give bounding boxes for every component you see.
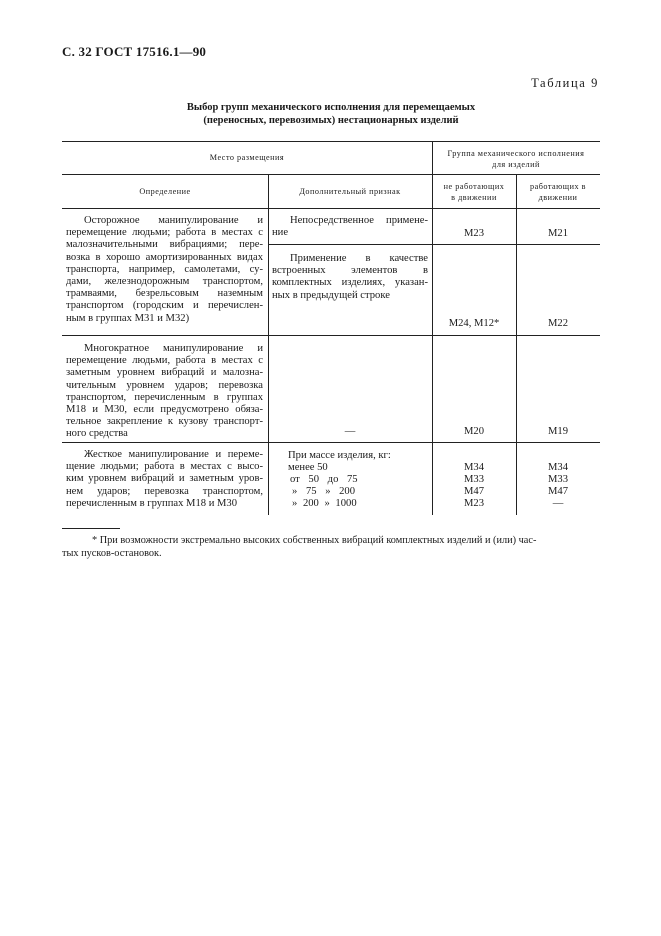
row1-def-line: возка в хорошо амортизированных видах xyxy=(66,251,263,263)
row2-def-line: ного средства xyxy=(66,428,128,440)
col-divider-1 xyxy=(268,174,269,515)
row1-split-rule xyxy=(268,244,600,245)
header-group xyxy=(432,149,600,170)
row3-def-line: ким уровнем вибраций и заметным уров- xyxy=(66,473,263,485)
row1b-not-moving: М24, М12* xyxy=(448,318,500,329)
page-header: С. 32 ГОСТ 17516.1—90 xyxy=(62,44,207,59)
row3-def-line: перечисленным в группах М18 и М30 xyxy=(66,497,238,509)
header-additional: Дополнительный признак xyxy=(299,187,401,196)
row2-def-line: Многократное манипулирование и xyxy=(84,343,263,354)
mass-not-moving: М47 xyxy=(463,486,484,497)
row1a-not-moving: М23 xyxy=(463,228,484,239)
header-not-moving-line-2: в движении xyxy=(451,192,497,202)
row1-def-line: трамваями, безрельсовым наземным xyxy=(66,288,263,300)
row1b-feature-line: Применение в качестве xyxy=(290,253,428,264)
footnote-rule xyxy=(62,528,120,529)
row3-def-line: нем ударов; перевозка транспортом, xyxy=(66,485,263,497)
header-mid-rule xyxy=(62,174,600,175)
row1-def-line: транспорта, например, самолетами, су- xyxy=(66,263,263,275)
header-not-moving xyxy=(432,182,516,203)
mass-range: » 200 » 1000 xyxy=(292,498,357,509)
mass-range: » 75 » 200 xyxy=(292,486,356,497)
header-group-line-1: Группа механического исполнения xyxy=(447,149,585,158)
mass-not-moving: М23 xyxy=(463,498,484,509)
row1a-feature xyxy=(272,215,428,239)
row1a-feature-line: Непосредственное примене- xyxy=(290,215,428,226)
header-location: Место размещения xyxy=(209,153,285,162)
row2-not-moving: М20 xyxy=(463,426,484,437)
row1-definition xyxy=(66,215,263,325)
table-title-line-2: (переносных, перевозимых) нестационарных изделий xyxy=(203,115,459,126)
row2-moving: М19 xyxy=(547,426,568,437)
mass-not-moving: М34 xyxy=(463,462,484,473)
row1-def-line: перемещение людьми; работа в местах с xyxy=(66,227,263,239)
header-bottom-rule xyxy=(62,208,600,209)
row1b-feature-line: встроенных элементов в xyxy=(272,265,428,277)
row1-def-line: ным в группах М31 и М32) xyxy=(66,312,190,324)
row1b-feature xyxy=(272,253,428,302)
row2-def-line: М18 и М30, если предусмотрено обяза- xyxy=(66,403,263,415)
row2-feature: — xyxy=(344,426,356,437)
row1a-feature-line: ние xyxy=(272,227,289,239)
row2-def-line: транспортом, перечисленным в группах xyxy=(66,391,263,403)
row2-definition xyxy=(66,343,263,441)
mass-moving: М47 xyxy=(547,486,568,497)
row2-bottom-rule xyxy=(62,442,600,443)
header-not-moving-line-1: не работающих xyxy=(443,182,505,191)
row1b-feature-line: комплектных изделиях, указан- xyxy=(272,277,428,289)
header-moving xyxy=(516,182,600,203)
row2-def-line: тельное закрепление к кузову транспорт- xyxy=(66,416,263,428)
mass-moving: М34 xyxy=(547,462,568,473)
table-label: Таблица 9 xyxy=(531,76,599,90)
header-definition: Определение xyxy=(139,187,191,196)
mass-range: менее 50 xyxy=(288,462,328,473)
row2-def-line: перемещение людьми, работа в местах с xyxy=(66,355,263,367)
footnote-line-1: * При возможности экстремально высоких собственных вибраций комплектных изделий и (или) час- xyxy=(92,535,537,546)
row1b-feature-line: ных в предыдущей строке xyxy=(272,289,390,301)
table-top-rule xyxy=(62,141,600,142)
mass-range: от 50 до 75 xyxy=(290,474,358,485)
row1-def-line: Осторожное манипулирование и xyxy=(84,215,263,226)
mass-not-moving: М33 xyxy=(463,474,484,485)
row1-def-line: дами, железнодорожным транспортом, xyxy=(66,275,263,287)
row1-bottom-rule xyxy=(62,335,600,336)
footnote-line-2: тых пусков-остановок. xyxy=(62,548,162,559)
row3-def-line: щение людьми; работа в местах с высо- xyxy=(66,461,263,473)
header-group-line-2: для изделий xyxy=(492,159,540,169)
row2-def-line: чительным уровнем ударов; перевозка xyxy=(66,379,263,391)
mass-moving: — xyxy=(552,498,564,509)
row2-def-line: заметным уровнем вибраций и малозна- xyxy=(66,367,263,379)
row3-mass-header: При массе изделия, кг: xyxy=(288,450,391,461)
row1b-moving: М22 xyxy=(547,318,568,329)
header-moving-line-1: работающих в xyxy=(529,182,586,191)
row3-def-line: Жесткое манипулирование и переме- xyxy=(84,449,263,460)
row1a-moving: М21 xyxy=(547,228,568,239)
mass-moving: М33 xyxy=(547,474,568,485)
header-moving-line-2: движении xyxy=(538,192,578,202)
table-title-line-1: Выбор групп механического исполнения для перемещаемых xyxy=(186,102,476,113)
row1-def-line: транспортом (городским и перечислен- xyxy=(66,300,263,312)
footnote xyxy=(62,534,586,560)
row1-def-line: малозначительными вибрациями; пере- xyxy=(66,239,263,251)
row3-definition xyxy=(66,449,263,510)
